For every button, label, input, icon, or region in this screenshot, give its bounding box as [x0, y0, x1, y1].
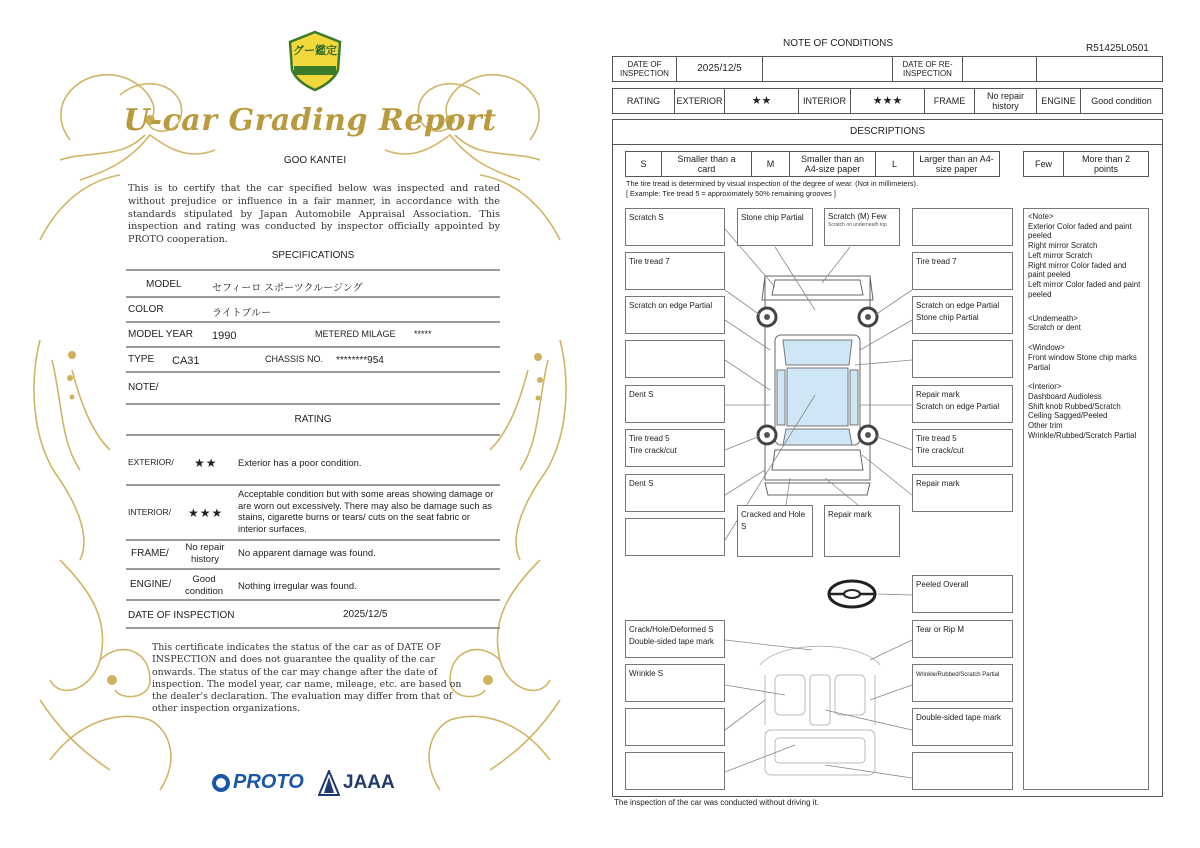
date-label: DATE OF INSPECTION: [128, 610, 235, 621]
condition-subtext: Scratch on underneath top: [828, 222, 887, 228]
condition-box-empty: [912, 752, 1013, 790]
condition-text: Stone chip Partial: [741, 213, 804, 222]
model-label: MODEL: [146, 279, 182, 290]
legend-l-desc: Larger than an A4-size paper: [919, 153, 994, 174]
metered-mileage-label: METERED MILAGE: [315, 329, 396, 339]
goo-kantei-logo: [286, 30, 344, 92]
condition-text: Peeled Overall: [916, 580, 969, 589]
condition-box-wrinkle-partial: [912, 664, 1013, 702]
report-subtitle: GOO KANTEI: [283, 155, 347, 166]
legend-l: L: [876, 152, 914, 176]
rating-heading: RATING: [294, 414, 332, 425]
divider: [126, 568, 500, 570]
exterior-description: Exterior has a poor condition.: [238, 458, 362, 469]
proto-wordmark: PROTO: [233, 771, 304, 793]
divider: [126, 346, 500, 348]
footer-text: This certificate indicates the status of the car as of DATE OF INSPECTION and does not guarantee the quality of the car onwards. The status of the car may change after the date of inspection. The model year, car name, mileage, etc. are based on the dealer's declaration. The evaluation may differ from that of other inspection organizations.: [152, 642, 462, 715]
condition-text: Wrinkle S: [629, 669, 664, 678]
condition-text: Repair mark: [916, 479, 960, 488]
model-year-value: 1990: [212, 330, 237, 342]
condition-box-dent-s: [625, 385, 725, 423]
frame-description: No apparent damage was found.: [238, 548, 376, 559]
divider: [126, 599, 500, 601]
note-line: Right mirror Color faded and paint peeled: [1028, 260, 1127, 280]
tire-note-1: The tire tread is determined by visual inspection of the degree of wear. (Not in millimeters).: [626, 179, 919, 188]
note-line: Shift knob Rubbed/Scratch: [1028, 401, 1121, 411]
engine-label: ENGINE: [1037, 89, 1081, 113]
tire-note-2: [ Example: Tire tread 5 = approximately 50% remaining grooves ]: [626, 189, 836, 198]
condition-box-scratch-m-few: [824, 208, 900, 246]
condition-text: Tire crack/cut: [629, 445, 677, 455]
note-line: <Interior>: [1028, 382, 1062, 392]
condition-text: Tire tread 5: [629, 434, 670, 443]
engine-description: Nothing irregular was found.: [238, 581, 357, 592]
note-line: [1028, 333, 1144, 343]
condition-box-empty: [625, 518, 725, 556]
proto-mark-icon: [212, 774, 230, 792]
condition-box-scratch-edge-right: [912, 296, 1013, 334]
condition-text: Scratch on edge Partial: [629, 301, 713, 310]
interior-stars: ★★★: [188, 506, 224, 520]
note-line: [1028, 372, 1144, 382]
exterior-stars: ★★: [194, 456, 218, 470]
condition-text: Tire tread 5: [916, 434, 957, 443]
exterior-stars: ★★: [725, 89, 799, 113]
divider: [126, 296, 500, 298]
note-line: Dashboard Audioless: [1028, 392, 1102, 402]
condition-text: Scratch S: [629, 213, 664, 222]
note-line: [1028, 300, 1144, 314]
doi-value: 2025/12/5: [677, 57, 763, 81]
divider: [126, 434, 500, 436]
divider: [126, 484, 500, 486]
report-title: U-car Grading Report: [123, 103, 497, 138]
condition-text: Crack/Hole/Deformed S: [629, 625, 714, 634]
condition-box-stone-chip: [737, 208, 813, 246]
interior-label: INTERIOR/: [128, 507, 171, 517]
condition-box-tire-rear-left: [625, 429, 725, 467]
exterior-label: EXTERIOR: [675, 89, 725, 113]
condition-box-repair-scratch-right: [912, 385, 1013, 423]
condition-text: Tire crack/cut: [916, 445, 964, 455]
condition-text: Scratch (M) Few: [828, 212, 887, 221]
note-line: <Note>: [1028, 212, 1054, 221]
frame-label: FRAME/: [131, 548, 169, 559]
note-label: NOTE/: [128, 382, 159, 393]
condition-box-repair-rear: [824, 505, 900, 557]
chassis-label: CHASSIS NO.: [265, 354, 324, 364]
note-line: Exterior Color faded and paint peeled: [1028, 221, 1132, 241]
condition-text: Tear or Rip M: [916, 625, 965, 634]
date-value: 2025/12/5: [343, 609, 388, 620]
note-line: Left mirror Scratch: [1028, 250, 1093, 260]
condition-box-scratch-s: [625, 208, 725, 246]
legend-m: M: [752, 152, 790, 176]
condition-box-crack-hole: [625, 620, 725, 658]
model-value: セフィーロ スポーツクルージング: [212, 283, 363, 294]
condition-text: Cracked and Hole S: [741, 510, 806, 531]
legend-m-desc: Smaller than an A4-size paper: [790, 152, 876, 176]
model-year-label: MODEL YEAR: [128, 329, 194, 340]
type-value: CA31: [172, 355, 200, 367]
note-line: Front window Stone chip marks Partial: [1028, 352, 1137, 372]
condition-text: Repair mark: [916, 390, 960, 399]
condition-text: Wrinkle/Rubbed/Scratch Partial: [916, 672, 1000, 678]
engine-label: ENGINE/: [130, 579, 172, 590]
note-line: Wrinkle/Rubbed/Scratch Partial: [1028, 430, 1137, 440]
frame-label: FRAME: [925, 89, 975, 113]
condition-box-empty: [625, 340, 725, 378]
color-value: ライトブルー: [212, 308, 271, 319]
condition-text: Repair mark: [828, 510, 872, 519]
sheet-reference: R51425L0501: [1086, 43, 1149, 54]
sheet-title: NOTE OF CONDITIONS: [783, 38, 893, 49]
condition-box-empty: [912, 208, 1013, 246]
divider: [126, 269, 500, 271]
reinspection-label: DATE OF RE-INSPECTION: [893, 57, 963, 81]
note-line: <Window>: [1028, 343, 1065, 353]
condition-text: Dent S: [629, 479, 654, 488]
type-label: TYPE: [128, 354, 155, 365]
jaaa-logo: [318, 770, 395, 796]
note-line: Right mirror Scratch: [1028, 241, 1098, 251]
note-line: Scratch or dent: [1028, 323, 1081, 333]
chassis-value: ********954: [336, 355, 384, 366]
intro-text: This is to certify that the car specified below was inspected and rated without prejudice or influence in a fair manner, in accordance with the standards stipulated by Japan Automobile Appraisal Association. This inspection and rating was conducted by inspector officially appointed by PROTO cooperation.: [128, 183, 500, 246]
condition-box-tire-rear-right: [912, 429, 1013, 467]
divider: [126, 371, 500, 373]
jaaa-wordmark: JAAA: [343, 772, 395, 793]
divider: [126, 403, 500, 405]
descriptions-heading: DESCRIPTIONS: [849, 126, 925, 137]
color-label: COLOR: [128, 304, 164, 315]
condition-box-empty: [625, 752, 725, 790]
doi-label: DATE OF INSPECTION: [613, 57, 677, 81]
condition-text: Stone chip Partial: [916, 312, 979, 322]
condition-box-tire-front-right: [912, 252, 1013, 290]
divider: [126, 321, 500, 323]
condition-box-dent-rear: [625, 474, 725, 512]
specifications-heading: SPECIFICATIONS: [271, 250, 355, 261]
condition-text: Scratch on edge Partial: [916, 301, 1000, 310]
note-line: Other trim: [1028, 421, 1063, 431]
logo-text: グー鑑定: [293, 44, 337, 57]
divider: [126, 627, 500, 629]
condition-box-peeled-overall: [912, 575, 1013, 613]
conditions-sheet: [600, 0, 1200, 848]
proto-logo: [212, 771, 304, 794]
interior-label: INTERIOR: [799, 89, 851, 113]
condition-text: Scratch on edge Partial: [916, 401, 1000, 411]
condition-box-scratch-edge-left: [625, 296, 725, 334]
condition-box-double-sided: [912, 708, 1013, 746]
divider: [126, 539, 500, 541]
frame-value: No repair history: [975, 89, 1037, 113]
interior-stars: ★★★: [851, 89, 925, 113]
note-line: Ceiling Sagged/Peeled: [1028, 411, 1108, 421]
condition-text: Tire tread 7: [629, 257, 670, 266]
metered-mileage-value: *****: [414, 329, 432, 339]
condition-text: Dent S: [629, 390, 654, 399]
interior-description: Acceptable condition but with some areas showing damage or are worn out excessively. There may also be damage such as stains, cigarette burns or tears/ cuts on the seat fabric or interior surfaces.: [238, 489, 494, 535]
jaaa-mark-icon: [318, 770, 340, 796]
rating-label: RATING: [613, 89, 675, 113]
legend-s: S: [626, 152, 662, 176]
exterior-label: EXTERIOR/: [128, 457, 174, 467]
sheet-footer: The inspection of the car was conducted without driving it.: [614, 798, 819, 807]
condition-box-tear-rip: [912, 620, 1013, 658]
note-line: <Underneath>: [1028, 313, 1078, 323]
engine-value: Good condition: [184, 574, 224, 597]
condition-text: Double-sided tape mark: [629, 636, 714, 646]
frame-value: No repair history: [185, 542, 225, 565]
note-line: Left mirror Color faded and paint peeled: [1028, 280, 1141, 299]
engine-value: Good condition: [1091, 95, 1152, 106]
condition-box-empty: [912, 340, 1013, 378]
condition-box-tire-front-left: [625, 252, 725, 290]
condition-box-repair-right: [912, 474, 1013, 512]
condition-text: Tire tread 7: [916, 257, 957, 266]
condition-box-empty: [625, 708, 725, 746]
legend-few-desc: More than 2 points: [1081, 153, 1131, 174]
condition-box-wrinkle-s: [625, 664, 725, 702]
notes-panel: [1023, 208, 1149, 790]
condition-box-cracked-hole: [737, 505, 813, 557]
legend-few: Few: [1024, 152, 1064, 176]
condition-text: Double-sided tape mark: [916, 713, 1001, 722]
legend-s-desc: Smaller than a card: [662, 152, 752, 176]
